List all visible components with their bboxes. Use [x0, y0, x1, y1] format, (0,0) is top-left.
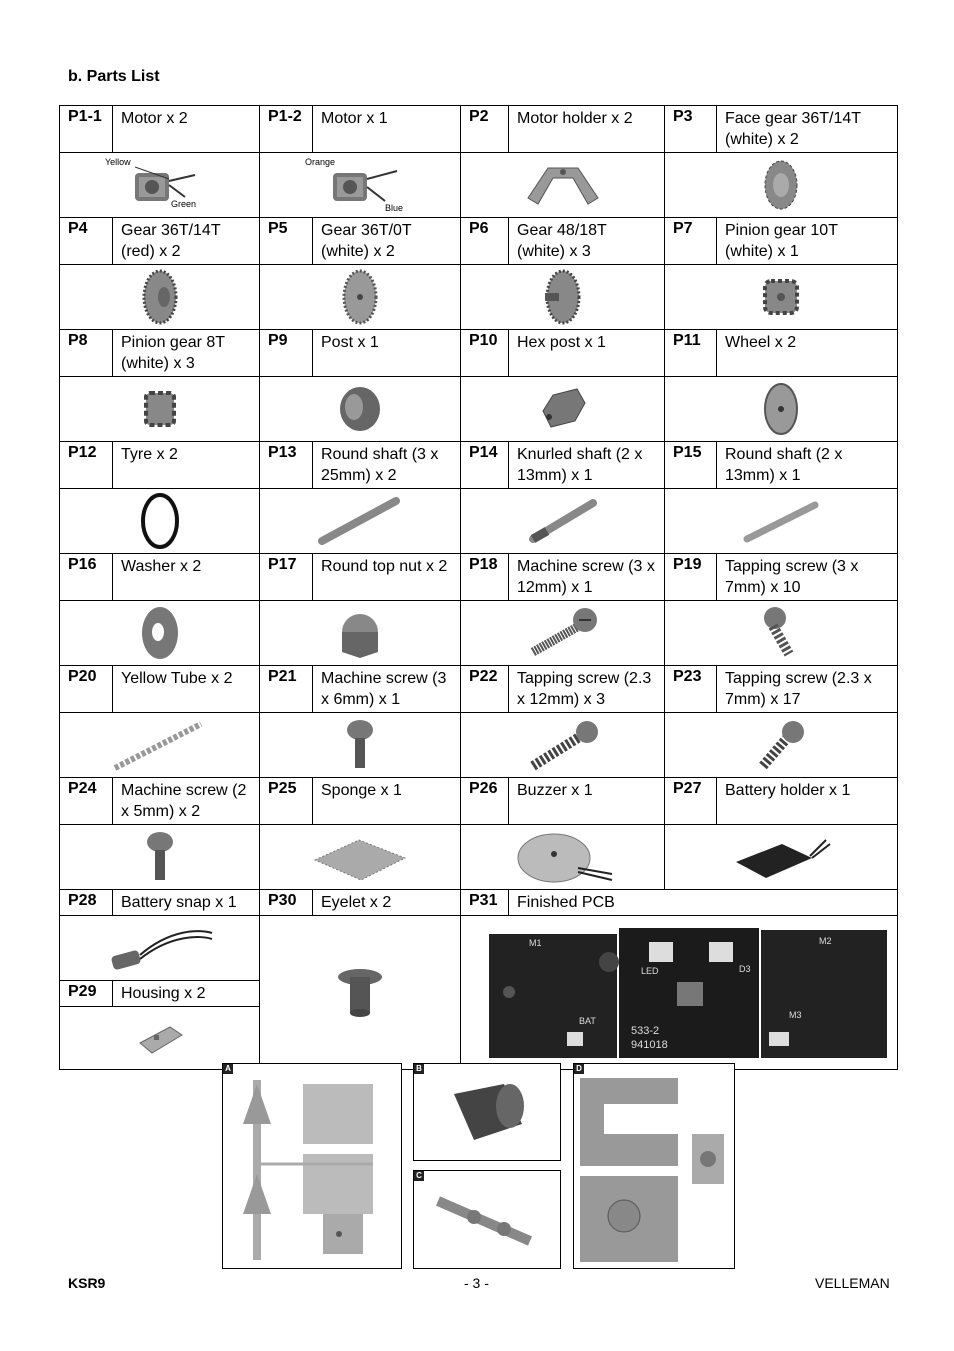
pcb-board-number: 941018 — [631, 1038, 668, 1051]
sprue-b-figure — [413, 1063, 561, 1161]
part-desc: Tapping screw (2.3 x 7mm) x 17 — [717, 666, 898, 713]
sprue-d-drawing — [574, 1064, 734, 1268]
part-code: P20 — [60, 666, 113, 713]
part-code: P12 — [60, 442, 113, 489]
part-code: P4 — [60, 218, 113, 265]
part-code: P1-1 — [60, 106, 113, 153]
part-desc: Buzzer x 1 — [509, 778, 665, 825]
pcb-label: M3 — [789, 1009, 802, 1020]
part-desc: Battery holder x 1 — [717, 778, 898, 825]
part-desc: Hex post x 1 — [509, 330, 665, 377]
washer-image — [60, 601, 260, 666]
parts-row — [60, 218, 898, 265]
sprue-a-drawing — [223, 1064, 401, 1268]
part-code: P1-2 — [260, 106, 313, 153]
part-desc: Machine screw (3 x 6mm) x 1 — [313, 666, 461, 713]
sprue-b-drawing — [414, 1064, 560, 1160]
part-desc: Gear 36T/14T (red) x 2 — [113, 218, 260, 265]
sprue-tag: C — [414, 1171, 424, 1181]
part-code: P7 — [665, 218, 717, 265]
motor-wire-label: Orange — [305, 157, 336, 167]
part-code: P31 — [461, 890, 509, 916]
part-code: P22 — [461, 666, 509, 713]
machine-screw-image — [260, 713, 461, 778]
battery-snap-image — [60, 916, 260, 981]
page-number: - 3 - — [464, 1275, 489, 1291]
eyelet-image — [260, 916, 461, 1070]
part-desc: Face gear 36T/14T (white) x 2 — [717, 106, 898, 153]
part-code: P23 — [665, 666, 717, 713]
sprue-c-drawing — [414, 1171, 560, 1268]
part-desc: Round top nut x 2 — [313, 554, 461, 601]
parts-image-row — [60, 153, 898, 218]
parts-row — [60, 106, 898, 153]
footer-model: KSR9 — [68, 1275, 106, 1291]
pinion-gear-image — [665, 265, 898, 330]
gear-image — [461, 265, 665, 330]
part-desc: Round shaft (3 x 25mm) x 2 — [313, 442, 461, 489]
part-code: P21 — [260, 666, 313, 713]
parts-row — [60, 666, 898, 713]
part-code: P9 — [260, 330, 313, 377]
part-code: P17 — [260, 554, 313, 601]
parts-image-row — [60, 601, 898, 666]
pcb-label: D3 — [739, 963, 751, 974]
machine-screw-image — [461, 601, 665, 666]
pcb-label: M1 — [529, 937, 542, 948]
part-code: P30 — [260, 890, 313, 916]
part-desc: Post x 1 — [313, 330, 461, 377]
part-code: P27 — [665, 778, 717, 825]
part-desc: Pinion gear 10T (white) x 1 — [717, 218, 898, 265]
part-code: P26 — [461, 778, 509, 825]
motor-image — [260, 153, 461, 218]
post-image — [260, 377, 461, 442]
tapping-screw-image — [665, 713, 898, 778]
part-desc: Round shaft (2 x 13mm) x 1 — [717, 442, 898, 489]
motor-image — [60, 153, 260, 218]
part-desc: Motor x 2 — [113, 106, 260, 153]
part-code: P13 — [260, 442, 313, 489]
part-code: P14 — [461, 442, 509, 489]
pcb-board-id: 533-2 — [631, 1024, 660, 1037]
section-title: b. Parts List — [68, 68, 160, 85]
part-desc: Motor x 1 — [313, 106, 461, 153]
parts-row — [60, 554, 898, 601]
part-desc: Gear 36T/0T (white) x 2 — [313, 218, 461, 265]
sprue-tag: D — [574, 1064, 584, 1074]
motor-holder-image — [461, 153, 665, 218]
part-code: P10 — [461, 330, 509, 377]
pcb-label: BAT — [579, 1015, 596, 1026]
part-code: P16 — [60, 554, 113, 601]
parts-table — [59, 105, 898, 1070]
part-code: P6 — [461, 218, 509, 265]
parts-image-row — [60, 825, 898, 890]
parts-image-row — [60, 713, 898, 778]
part-code: P19 — [665, 554, 717, 601]
yellow-tube-image — [60, 713, 260, 778]
part-code: P29 — [60, 981, 113, 1007]
hex-post-image — [461, 377, 665, 442]
parts-row — [60, 442, 898, 489]
part-code: P2 — [461, 106, 509, 153]
parts-image-row — [60, 377, 898, 442]
part-code: P8 — [60, 330, 113, 377]
part-code: P15 — [665, 442, 717, 489]
part-desc: Finished PCB — [509, 890, 898, 916]
parts-image-row — [60, 916, 898, 981]
part-code: P5 — [260, 218, 313, 265]
housing-image — [60, 1007, 260, 1070]
sprue-tag: B — [414, 1064, 424, 1074]
round-shaft-image — [260, 489, 461, 554]
part-desc: Washer x 2 — [113, 554, 260, 601]
parts-image-row — [60, 265, 898, 330]
sprue-a-figure — [222, 1063, 402, 1269]
part-desc: Machine screw (2 x 5mm) x 2 — [113, 778, 260, 825]
part-code: P3 — [665, 106, 717, 153]
part-desc: Tapping screw (2.3 x 12mm) x 3 — [509, 666, 665, 713]
finished-pcb-image — [461, 916, 898, 1070]
part-desc: Wheel x 2 — [717, 330, 898, 377]
tapping-screw-image — [461, 713, 665, 778]
part-code: P18 — [461, 554, 509, 601]
part-desc: Eyelet x 2 — [313, 890, 461, 916]
sprue-tag: A — [223, 1064, 233, 1074]
part-code: P24 — [60, 778, 113, 825]
sponge-image — [260, 825, 461, 890]
part-code: P28 — [60, 890, 113, 916]
part-code: P11 — [665, 330, 717, 377]
part-desc: Housing x 2 — [113, 981, 260, 1007]
gear-image — [60, 265, 260, 330]
part-desc: Tyre x 2 — [113, 442, 260, 489]
parts-row — [60, 778, 898, 825]
parts-row — [60, 330, 898, 377]
part-desc: Battery snap x 1 — [113, 890, 260, 916]
part-desc: Tapping screw (3 x 7mm) x 10 — [717, 554, 898, 601]
wheel-image — [665, 377, 898, 442]
footer-brand: VELLEMAN — [815, 1275, 890, 1291]
machine-screw-image — [60, 825, 260, 890]
part-code: P25 — [260, 778, 313, 825]
round-shaft-image — [665, 489, 898, 554]
part-desc: Knurled shaft (2 x 13mm) x 1 — [509, 442, 665, 489]
part-desc: Sponge x 1 — [313, 778, 461, 825]
part-desc: Pinion gear 8T (white) x 3 — [113, 330, 260, 377]
gear-image — [260, 265, 461, 330]
motor-wire-label: Yellow — [104, 157, 131, 167]
parts-image-row — [60, 489, 898, 554]
sprue-c-figure — [413, 1170, 561, 1269]
parts-row — [60, 890, 898, 916]
motor-wire-label: Green — [170, 199, 196, 209]
motor-wire-label: Blue — [385, 203, 404, 213]
tyre-image — [60, 489, 260, 554]
pcb-label: LED — [641, 965, 659, 976]
battery-holder-image — [665, 825, 898, 890]
tapping-screw-image — [665, 601, 898, 666]
part-desc: Motor holder x 2 — [509, 106, 665, 153]
buzzer-image — [461, 825, 665, 890]
knurled-shaft-image — [461, 489, 665, 554]
sprue-d-figure — [573, 1063, 735, 1269]
face-gear-image — [665, 153, 898, 218]
part-desc: Machine screw (3 x 12mm) x 1 — [509, 554, 665, 601]
part-desc: Gear 48/18T (white) x 3 — [509, 218, 665, 265]
pinion-gear-image — [60, 377, 260, 442]
pcb-label: M2 — [819, 935, 832, 946]
part-desc: Yellow Tube x 2 — [113, 666, 260, 713]
round-top-nut-image — [260, 601, 461, 666]
